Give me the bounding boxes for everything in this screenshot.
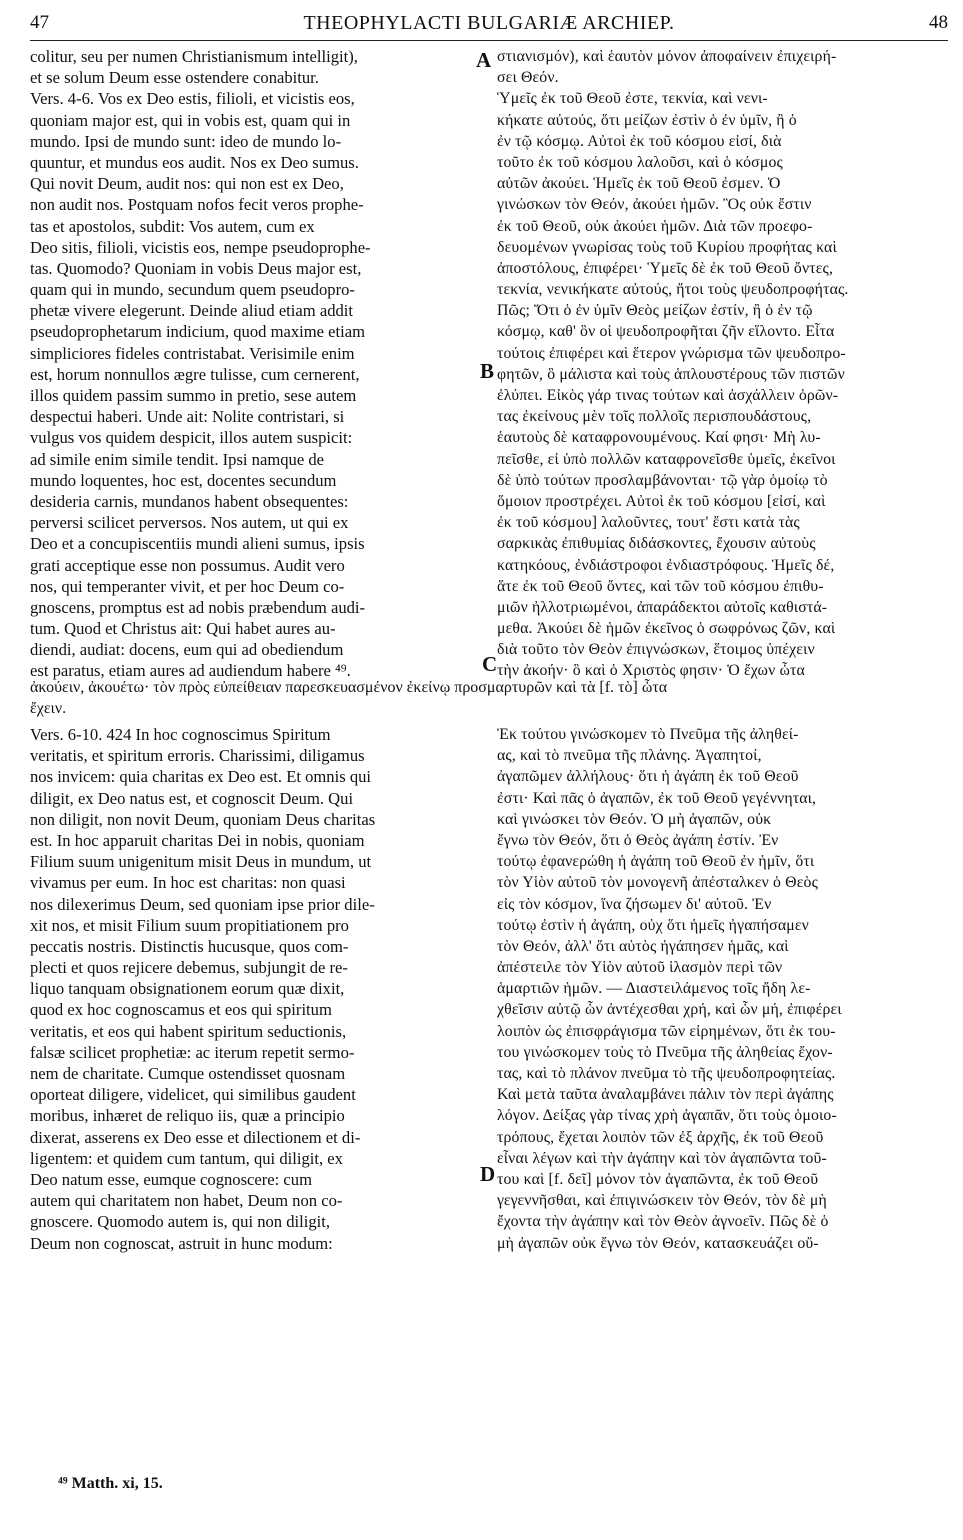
greek-text-line: τούτῳ ἐφανερώθη ἡ ἀγάπη τοῦ Θεοῦ ἐν ἡμῖν, ὅτι (497, 853, 815, 871)
latin-text-line: vulgus vos quidem despicit, illos autem suspicit: (30, 428, 353, 448)
latin-text-line: plecti et quos rejicere debemus, subjungit de re- (30, 958, 348, 978)
greek-text-line: μὴ ἀγαπῶν οὐκ ἔγνω τὸν Θεόν, κατασκευάζει οὔ- (497, 1234, 819, 1252)
greek-text-line: κήκατε αὐτούς, ὅτι μείζων ἐστὶν ὁ ἐν ὑμῖν, ἢ ὁ (497, 111, 797, 129)
greek-text-line: του καὶ [f. δεῖ] μόνον τὸν ἀγαπῶντα, ἐκ τοῦ Θεοῦ (497, 1170, 819, 1188)
latin-text-line: simpliciores fideles contristabat. Verisimile enim (30, 343, 355, 363)
greek-text-line: ἅτε ἐκ τοῦ Θεοῦ ὄντες, καὶ τῶν τοῦ κόσμου ἐπιθυ- (497, 577, 824, 595)
section-marker-d: D (480, 1162, 496, 1186)
latin-text-line: Vers. 4-6. Vos ex Deo estis, filioli, et vicistis eos, (30, 89, 355, 109)
greek-text-line: μεθα. Ἀκούει δὲ ἡμῶν ἐκεῖνος ὁ σωφρόνως ζῶν, καὶ (497, 620, 836, 638)
greek-text-line: ἔγνω τὸν Θεόν, ὅτι ὁ Θεὸς ἀγάπη ἐστίν. Ἐν (497, 831, 779, 849)
greek-text-line: τεκνία, νενικήκατε αὐτούς, ἤτοι τοὺς ψευδοπροφήτας. (497, 281, 849, 299)
latin-text-line: quoniam major est, qui in vobis est, quam qui in (30, 110, 351, 130)
latin-text-line: tas. Quomodo? Quoniam in vobis Deus major est, (30, 258, 362, 278)
greek-text-line: εἰς τὸν κόσμον, ἵνα ζήσωμεν δι' αὐτοῦ. Ἐν (497, 895, 772, 913)
section-marker-c: C (482, 652, 498, 676)
latin-text-line: moribus, inhæret de reliquo iis, quæ a principio (30, 1106, 345, 1126)
greek-text-line: τὴν ἀκοήν· ὃ καὶ ὁ Χριστὸς φησιν· Ὁ ἔχων ὦτα (497, 662, 805, 680)
latin-text-line: peccatis nostris. Distinctis hucusque, quos com- (30, 936, 349, 956)
greek-text-line: γινώσκων τὸν Θεόν, ἀκούει ἡμῶν. Ὃς οὐκ ἔστιν (497, 196, 812, 214)
greek-text-line: ἐκ τοῦ κόσμου] λαλοῦντες, τουτ' ἔστι κατὰ τὰς (497, 514, 800, 532)
latin-text-line: tum. Quod et Christus ait: Qui habet aures au- (30, 619, 336, 639)
greek-text-line: τούτοις ἐπιφέρει καὶ ἕτερον γνώρισμα τῶν ψευδοπρο- (497, 344, 846, 362)
greek-text-line: κόσμῳ, καθ' ὃν οἱ ψευδοπροφῆται ζῆν εἵλοντο. Εἶτα (497, 323, 835, 341)
latin-text-line: ad simile enim simile tendit. Ipsi namque de (30, 449, 325, 469)
section-marker-b: B (480, 359, 495, 383)
latin-text-line: Deum non cognoscat, astruit in hunc modum: (30, 1233, 333, 1253)
greek-text-line: φητῶν, ὃ μάλιστα καὶ τοὺς ἁπλουστέρους τῶν πιστῶν (497, 365, 845, 383)
greek-text-line: δευομένων γνωρίσας τοὺς τοῦ Κυρίου προφήτας καὶ (497, 238, 837, 256)
header-rule (30, 40, 948, 41)
greek-text-line: τούτῳ ἐστὶν ἡ ἀγάπη, οὐχ ὅτι ἡμεῖς ἠγαπήσαμεν (497, 916, 809, 934)
greek-text-line: ας, καὶ τὸ πνεῦμα τῆς πλάνης. Ἀγαπητοί, (497, 747, 762, 765)
greek-text-line: τας, καὶ τὸ πλάνον πνεῦμα τὸ τῆς ψευδοπροφητείας. (497, 1065, 836, 1082)
latin-text-line: non diligit, non novit Deum, quoniam Deus charitas (30, 809, 376, 829)
greek-text-line: ἑαυτοὺς δὲ καταφρονουμένους. Καί φησι· Μὴ λυ- (497, 429, 821, 447)
latin-text-line: despectui haberi. Unde ait: Nolite contristari, si (30, 407, 345, 427)
latin-text-line: pseudoprophetarum indicium, quod maxime etiam (30, 322, 366, 342)
greek-text-line: σαρκικὰς ἐπιθυμίας διδάσκοντες, ἔχουσιν αὐτοὺς (497, 535, 816, 553)
latin-text-line: falsæ scilicet prophetiæ: ac iterum repetit sermo- (30, 1042, 355, 1062)
latin-text-line: Vers. 6-10. 424 In hoc cognoscimus Spiritum (30, 725, 331, 744)
greek-text-line: ἐκ τοῦ Θεοῦ, οὐκ ἀκούει ἡμῶν. Διὰ τῶν προεφο- (497, 217, 813, 235)
greek-text-line: ἀποστόλους, ἐπιφέρει· Ὑμεῖς δὲ ἐκ τοῦ Θεοῦ ὄντες, (497, 259, 834, 277)
latin-text-line: non audit nos. Postquam nofos fecit veros prophe- (30, 195, 364, 215)
greek-text-line: αὐτῶν ἀκούει. Ἡμεῖς ἐκ τοῦ Θεοῦ ἐσμεν. Ὁ (497, 175, 781, 193)
greek-text-line: Καὶ μετὰ ταῦτα ἀναλαμβάνει πάλιν τὸν περὶ ἀγάπης (497, 1086, 834, 1104)
latin-text-line: Filium suum unigenitum misit Deus in mundum, ut (30, 852, 372, 872)
latin-text-line: mundo. Ipsi de mundo sunt: ideo de mundo lo- (30, 131, 342, 151)
greek-text-line: πεῖσθε, εἰ ὑπὸ πολλῶν καταφρονεῖσθε ὑμεῖς, ἐκεῖνοι (497, 450, 836, 468)
latin-text-line: est. In hoc apparuit charitas Dei in nobis, quoniam (30, 830, 365, 850)
greek-text-line: ἐν τῷ κόσμῳ. Αὐτοὶ ἐκ τοῦ κόσμου εἰσί, διὰ (497, 132, 782, 150)
latin-text-line: tas et apostolos, subdit: Vos autem, cum ex (30, 216, 315, 236)
latin-text-line: oporteat diligere, videlicet, qui similibus gaudent (30, 1085, 356, 1105)
greek-text-line: διὰ τοῦτο τὸν Θεὸν ἐπιγνώσκων, ἕτοιμος ὑπέχειν (497, 641, 815, 659)
latin-text-line: Qui novit Deum, audit nos: qui non est ex Deo, (30, 174, 344, 194)
greek-text-line: εἶναι λέγων καὶ τὴν ἀγάπην καὶ τὸν ἀγαπῶντα τοῦ- (497, 1149, 827, 1167)
greek-text-line: του γινώσκομεν τοὺς τὸ Πνεῦμα τῆς ἀληθείας ἔχον- (497, 1043, 833, 1061)
greek-text-line: ἐστι· Καὶ πᾶς ὁ ἀγαπῶν, ἐκ τοῦ Θεοῦ γεγέννηται, (497, 789, 817, 807)
latin-text-line: grati acceptique esse non possumus. Audit vero (30, 555, 345, 575)
latin-text-line (30, 703, 470, 724)
latin-text-line: Deo sitis, filioli, vicistis eos, nempe pseudoprophe- (30, 237, 371, 257)
latin-text-line: phetæ vivere elegerunt. Deinde aliud etiam addit (30, 301, 354, 321)
greek-text-line: τοῦτο ἐκ τοῦ κόσμου λαλοῦσι, καὶ ὁ κόσμος (497, 153, 783, 171)
greek-text-line: τας ἐκείνους μὲν τοῖς πολλοῖς περισπουδάστους, (497, 408, 812, 426)
latin-text-line: colitur, seu per numen Christianismum intelligit), (30, 47, 358, 66)
greek-text-line: ἁμαρτιῶν ἡμῶν. — Διαστειλάμενος τοῖς ἤδη λε- (497, 980, 811, 998)
latin-text-line: quam qui in mundo, secundum quem pseudopro- (30, 280, 355, 300)
latin-text-line: gnoscens, promptus est ad nobis præbendum audi- (30, 597, 366, 617)
latin-text-line: nos, qui temperanter vivit, et per hoc Deum co- (30, 576, 345, 596)
latin-text-line: mundo loquentes, hoc est, docentes secundum (30, 470, 337, 490)
greek-text-line: τρόπους, ἔχεται λοιπὸν τῶν ἐξ ἀρχῆς, ἐκ τοῦ Θεοῦ (497, 1128, 824, 1146)
greek-text-line: λόγον. Δείξας γὰρ τίνας χρὴ ἀγαπᾶν, ὅτι τοὺς ὁμοιο- (497, 1107, 837, 1125)
latin-text-line: Deo et a concupiscentiis mundi alieni sumus, ipsis (30, 534, 365, 554)
latin-text-line: xit nos, et misit Filium suum propitiationem pro (30, 915, 349, 935)
latin-text-line: diligit, ex Deo natus est, et cognoscit Deum. Qui (30, 788, 354, 808)
greek-text-line: Πῶς; Ὅτι ὁ ἐν ὑμῖν Θεὸς μείζων ἐστίν, ἢ ὁ ἐν τῷ (497, 302, 813, 320)
page-number-left: 47 (30, 12, 49, 33)
greek-text-line: στιανισμόν), καὶ ἑαυτὸν μόνον ἀποφαίνειν ἐπιχειρή- (497, 48, 837, 65)
latin-text-line: quuntur, et mundus eos audit. Nos ex Deo sumus. (30, 152, 359, 172)
latin-text-line: est paratus, etiam aures ad audiendum habere ⁴⁹. (30, 661, 351, 681)
greek-text-line: τὸν Υἱὸν αὐτοῦ τὸν μονογενῆ ἀπέσταλκεν ὁ Θεὸς (497, 874, 818, 892)
greek-text-line: χθεῖσιν αὐτῷ ὧν ἀντέχεσθαι χρή, καὶ ὧν μή, ἐπιφέρει (497, 1001, 842, 1019)
latin-text-line: desideria carnis, mundanos habent obsequentes: (30, 491, 349, 511)
greek-text-line: ἐλύπει. Εἰκὸς γάρ τινας τούτων καὶ ἀσχάλλειν ὁρῶν- (497, 387, 839, 404)
greek-text-line: σει Θεόν. (497, 69, 559, 87)
greek-text-line (497, 703, 949, 724)
greek-text-line: γεγεννῆσθαι, καὶ ἐπιγινώσκειν τὸν Θεόν, τὸν δὲ μὴ (497, 1192, 827, 1210)
latin-text-line: ligentem: et quidem cum tantum, qui diligit, ex (30, 1148, 343, 1168)
latin-text-line: nem de charitate. Cumque ostendisset quosnam (30, 1064, 346, 1083)
latin-text-line: dixerat, asserens ex Deo esse et dilectionem et di- (30, 1127, 361, 1147)
latin-text-line: veritatis, et spiritum erroris. Charissimi, diligamus (30, 746, 365, 766)
latin-text-line: gnoscere. Quomodo autem is, qui non diligit, (30, 1212, 331, 1232)
latin-text-line: illos quidem passim summo in pretio, sese autem (30, 386, 357, 405)
latin-text-line: vivamus per eum. In hoc est charitas: non quasi (30, 873, 346, 893)
page-number-right: 48 (929, 12, 948, 33)
spanning-line-2: ἔχειν. (30, 700, 67, 717)
latin-text-line: diendi, audiat: docens, eum qui ad obediendum (30, 640, 344, 660)
latin-text-line: nos invicem: quia charitas ex Deo est. Et omnis qui (30, 767, 372, 787)
page-header (30, 6, 948, 36)
latin-text-line: autem qui charitatem non habet, Deum non co- (30, 1191, 343, 1211)
latin-text-line: nos dilexerimus Deum, sed quoniam ipse prior dile- (30, 894, 375, 914)
greek-text-line: λοιπὸν ὡς ἐπισφράγισμα τῶν εἰρημένων, ὅτι ἐκ του- (497, 1022, 836, 1040)
latin-text-line: perversi scilicet perversos. Nos autem, ut qui ex (30, 513, 349, 533)
greek-text-line: μιῶν ἠλλοτριωμένοι, ἀπαράδεκτοι αὐτοῖς καθιστά- (497, 598, 828, 616)
greek-text-line: ἀπέστειλε τὸν Υἱὸν αὐτοῦ ἱλασμὸν περὶ τῶν (497, 959, 783, 977)
latin-text-line: veritatis, et eos qui habent spiritum seductionis, (30, 1021, 347, 1041)
latin-text-line: quod ex hoc cognoscamus et eos qui spiritum (30, 1000, 332, 1020)
greek-text-line: κατηκόους, ἐνδιάστροφοι ἐνδιαστρόφους. Ἡμεῖς δέ, (497, 556, 835, 574)
greek-text-line: ἔχοντα τὴν ἀγάπην καὶ τὸν Θεὸν ἀγνοεῖν. Πῶς δὲ ὁ (497, 1213, 829, 1231)
latin-text-line: Deo natum esse, eumque cognoscere: cum (30, 1169, 312, 1189)
running-title: THEOPHYLACTI BULGARIÆ ARCHIEP. (303, 12, 675, 34)
latin-text-line: et se solum Deum esse ostendere conabitur. (30, 68, 319, 88)
latin-column (30, 46, 470, 1254)
greek-text-line: καὶ γινώσκει τὸν Θεόν. Ὁ μὴ ἀγαπῶν, οὐκ (497, 810, 772, 828)
greek-text-line: Ὑμεῖς ἐκ τοῦ Θεοῦ ἐστε, τεκνία, καὶ νενι- (497, 90, 768, 108)
greek-text-line: ἀγαπῶμεν ἀλλήλους· ὅτι ἡ ἀγάπη ἐκ τοῦ Θεοῦ (497, 768, 799, 786)
greek-text-line: δὲ ὑπὸ τούτων προσλαμβάνονται· τῷ γὰρ ὁμοίῳ τὸ (497, 471, 828, 489)
spanning-line-1: ἀκούειν, ἀκουέτω· τὸν πρὸς εὐπείθειαν παρεσκευασμένον ἐκείνῳ προσμαρτυρῶν καὶ τὰ [f. τὸ] ὦτα (30, 679, 668, 696)
greek-text-line: ὅμοιον προστρέχει. Αὐτοὶ ἐκ τοῦ κόσμου [εἰσί, καὶ (497, 492, 826, 510)
section-marker-a: A (476, 48, 492, 72)
footnote: ⁴⁹ Matth. xi, 15. (58, 1475, 163, 1492)
greek-text-line: τὸν Θεόν, ἀλλ' ὅτι αὐτὸς ἠγάπησεν ἡμᾶς, καὶ (497, 937, 789, 955)
latin-text-line: est, horum nonnullos ægre tulisse, cum cernerent, (30, 364, 360, 384)
latin-text-line: liquo tanquam obsignationem eorum quæ dixit, (30, 979, 345, 999)
greek-column (497, 46, 949, 1254)
greek-text-line: Ἐκ τούτου γινώσκομεν τὸ Πνεῦμα τῆς ἀληθεί- (497, 726, 799, 743)
